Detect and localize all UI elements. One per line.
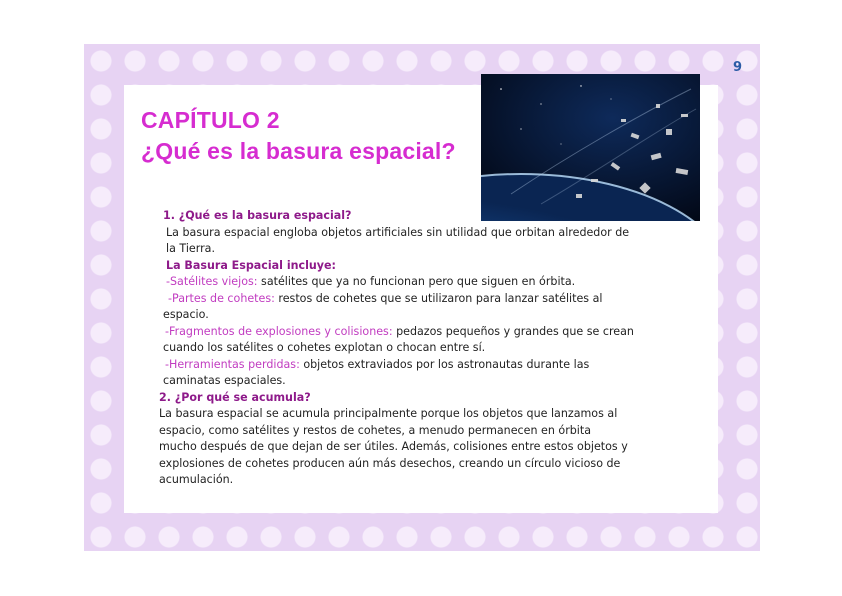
section2-line: La basura espacial se acumula principalmente porque los objetos que lanzamos al: [159, 407, 618, 420]
article-body: [150, 208, 690, 489]
list-item: -Satélites viejos: satélites que ya no funcionan pero que siguen en órbita.: [166, 275, 576, 288]
list-item-continuation: espacio.: [163, 308, 209, 321]
section2-line: espacio, como satélites y restos de cohetes, a menudo permanecen en órbita: [159, 423, 592, 437]
chapter-subtitle: ¿Qué es la basura espacial?: [141, 138, 456, 164]
page-number: 9: [733, 60, 743, 75]
space-debris-illustration: [481, 74, 700, 221]
list-item: -Fragmentos de explosiones y colisiones: pedazos pequeños y grandes que se crean: [165, 324, 634, 338]
section2-line: mucho después de que dejan de ser útiles. Además, colisiones entre estos objetos y: [159, 440, 628, 453]
includes-heading: La Basura Espacial incluye:: [166, 258, 336, 272]
space-debris-image: [481, 74, 700, 221]
section1-text-line1: La basura espacial engloba objetos artificiales sin utilidad que orbitan alrededor de: [166, 225, 630, 239]
list-item: -Partes de cohetes: restos de cohetes que se utilizaron para lanzar satélites al: [168, 291, 603, 305]
section1-text-line2: la Tierra.: [166, 242, 216, 255]
list-item-continuation: cuando los satélites o cohetes explotan o chocan entre sí.: [163, 341, 486, 354]
section2-heading: 2. ¿Por qué se acumula?: [159, 390, 311, 404]
section2-line: explosiones de cohetes producen aún más desechos, creando un círculo vicioso de: [159, 456, 621, 470]
section1-heading: 1. ¿Qué es la basura espacial?: [163, 209, 352, 222]
chapter-title: CAPÍTULO 2: [141, 107, 280, 133]
list-item-continuation: caminatas espaciales.: [163, 374, 286, 387]
section2-line: acumulación.: [159, 473, 234, 486]
list-item: -Herramientas perdidas: objetos extraviados por los astronautas durante las: [165, 357, 590, 371]
